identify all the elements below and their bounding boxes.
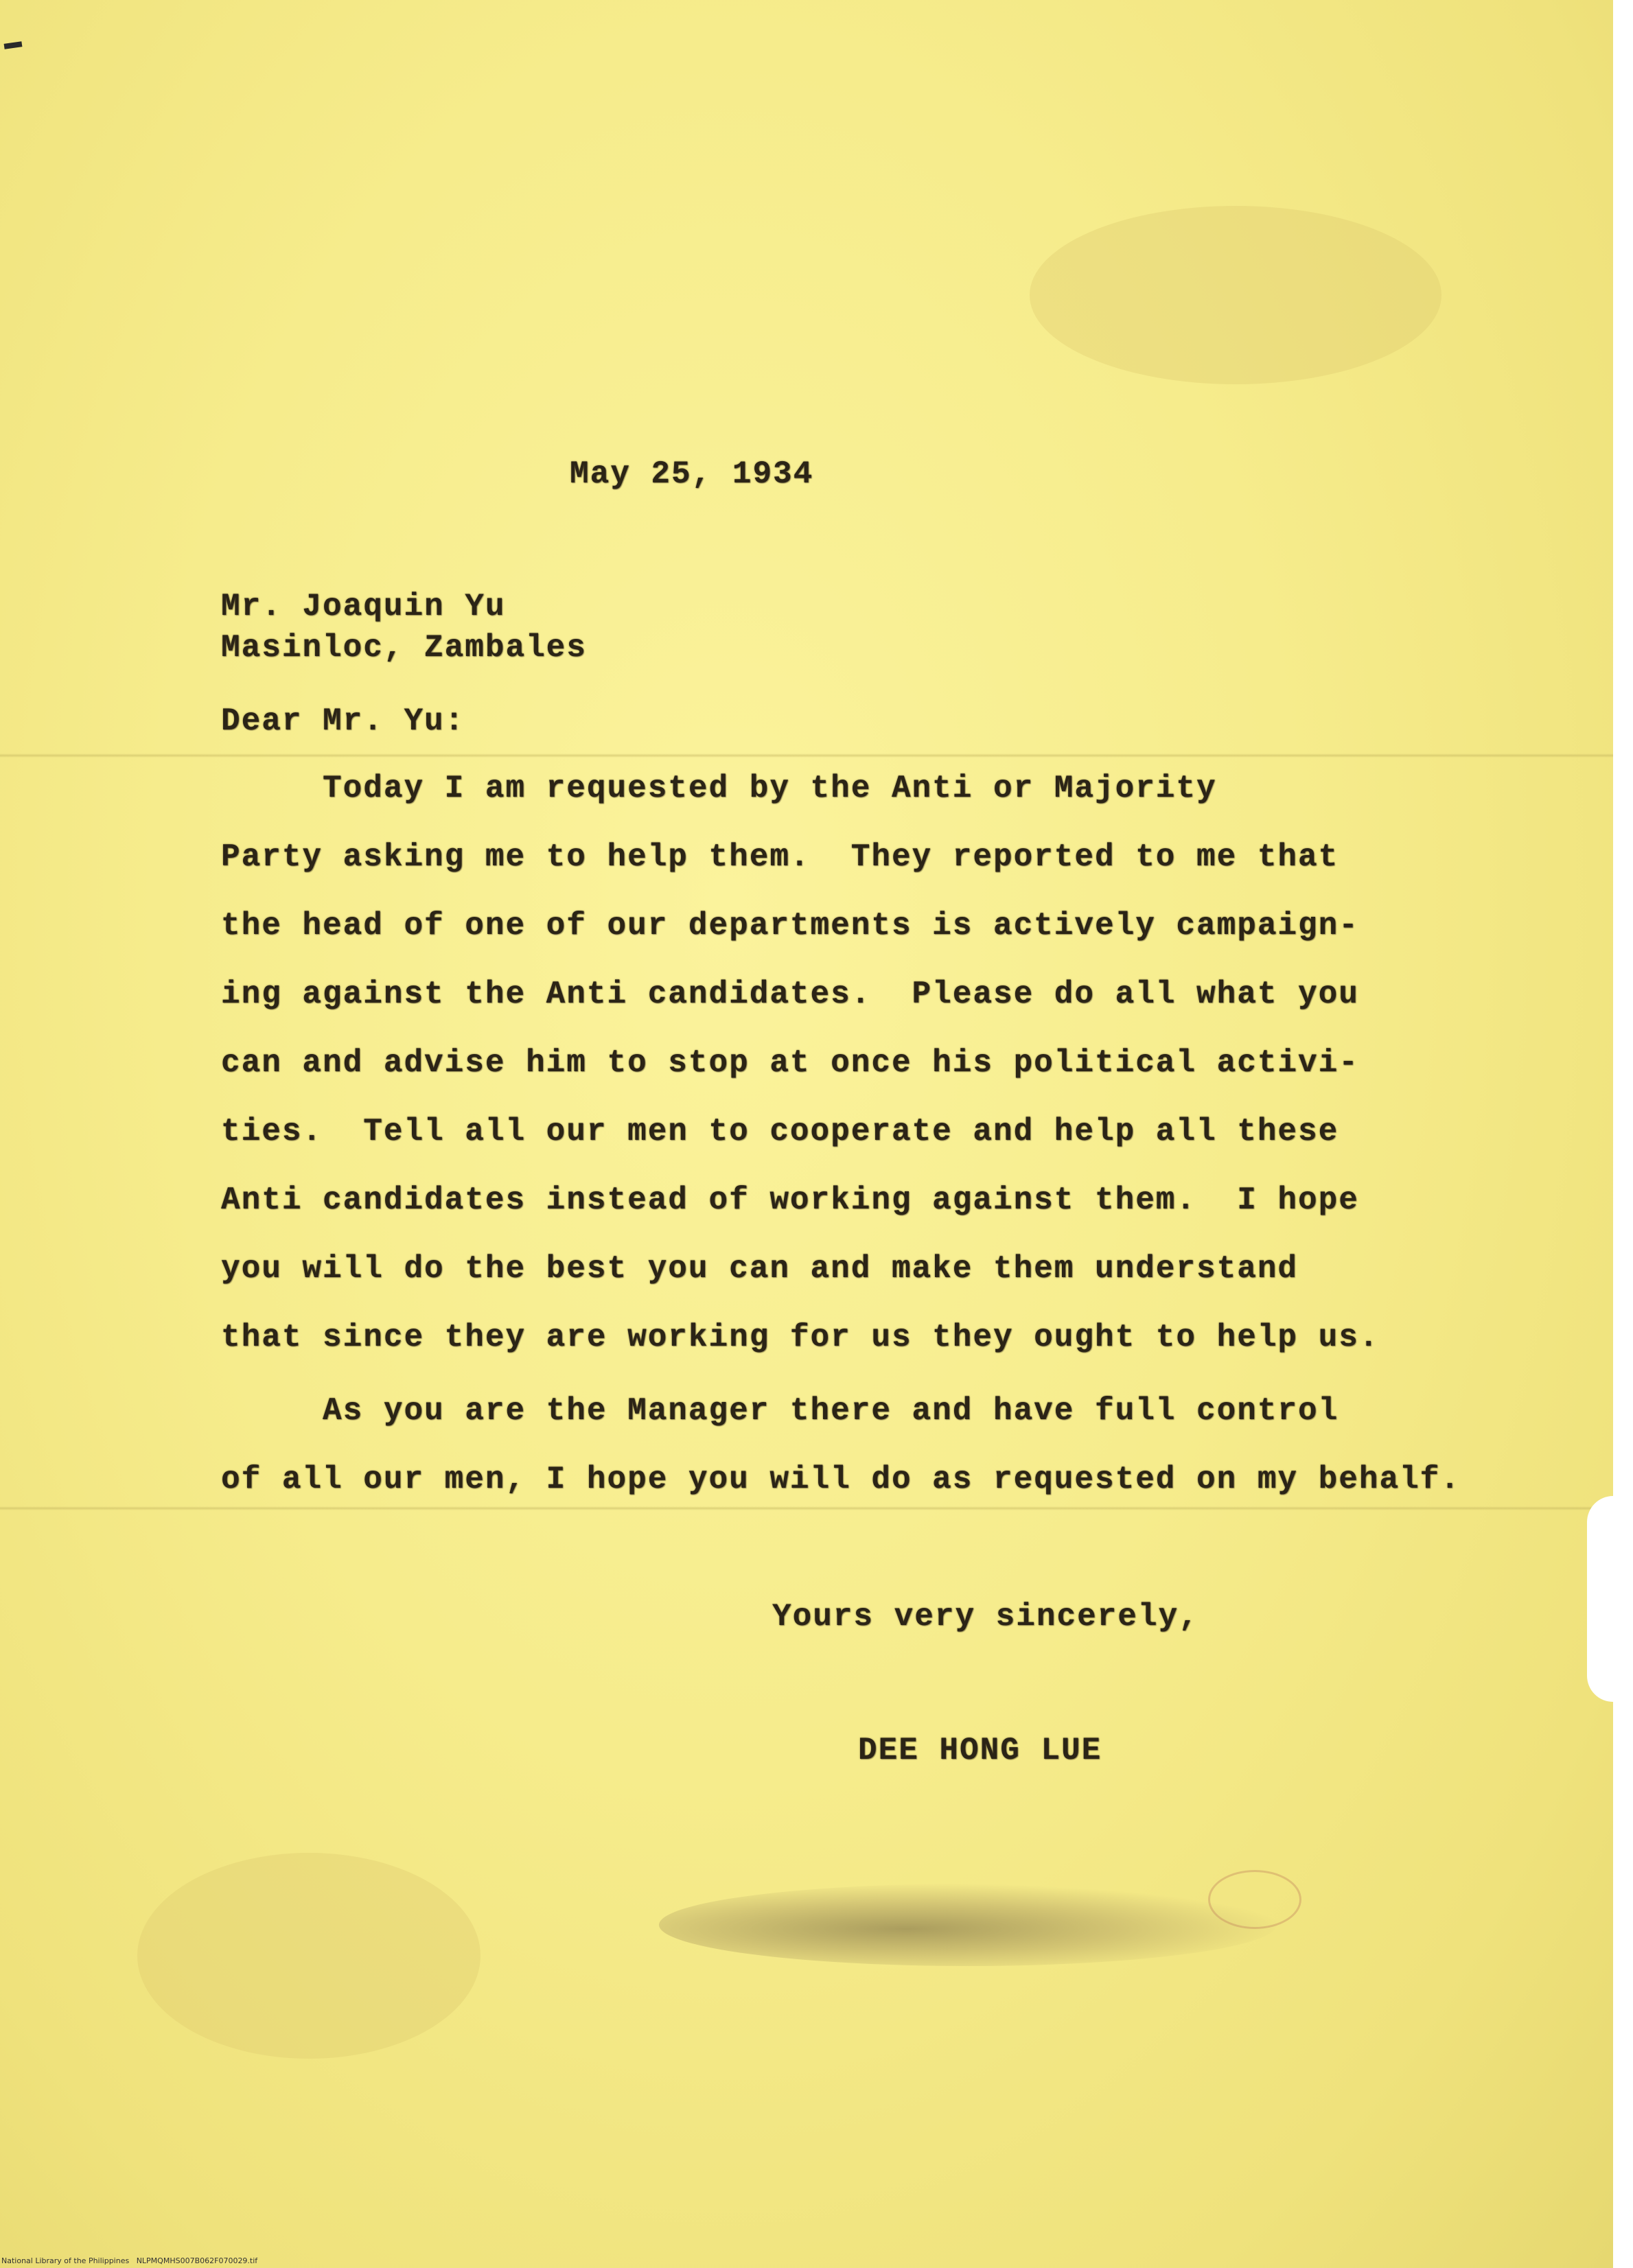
body-line: the head of one of our departments is actively campaign- [221,908,1359,944]
ink-smudge [659,1884,1277,1966]
paper-stain [1030,206,1441,384]
body-line: ing against the Anti candidates. Please do all what you [221,977,1359,1012]
paper-stain [137,1853,480,2059]
fold-line [0,1506,1613,1510]
body-line: As you are the Manager there and have full control [221,1393,1339,1429]
body-line: Today I am requested by the Anti or Majority [221,771,1217,806]
corner-mark [4,41,23,49]
recipient-name: Mr. Joaquin Yu [221,589,506,624]
body-line: Party asking me to help them. They reported to me that [221,839,1339,875]
body-line: you will do the best you can and make them understand [221,1251,1299,1287]
body-line: Anti candidates instead of working against them. I hope [221,1182,1359,1218]
body-line: ties. Tell all our men to cooperate and help all these [221,1114,1339,1149]
salutation: Dear Mr. Yu: [221,703,465,739]
body-line: that since they are working for us they ought to help us. [221,1320,1380,1355]
body-line: of all our men, I hope you will do as requested on my behalf. [221,1462,1461,1497]
closing: Yours very sincerely, [772,1599,1199,1635]
archive-footer: National Library of the Philippines NLPMQMHS007B062F070029.tif [1,2256,258,2265]
torn-edge [1587,1496,1613,1702]
signature-name: DEE HONG LUE [858,1733,1102,1768]
body-line: can and advise him to stop at once his political activi- [221,1045,1359,1081]
recipient-location: Masinloc, Zambales [221,630,587,666]
letter-date: May 25, 1934 [570,456,814,492]
ink-mark [1208,1870,1301,1929]
fold-line [0,753,1613,758]
